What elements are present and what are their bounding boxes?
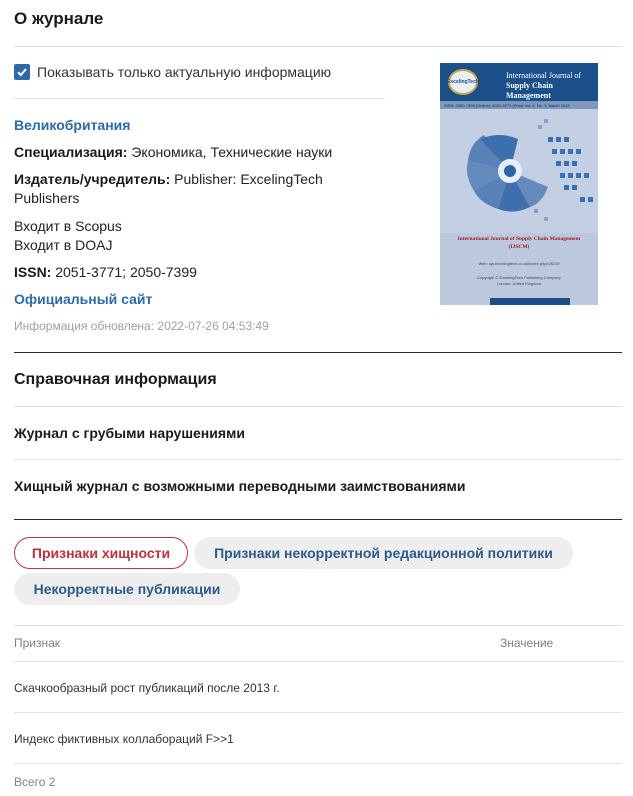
reference-section-title: Справочная информация	[14, 371, 217, 388]
divider	[14, 712, 622, 713]
check-icon	[16, 66, 28, 78]
table-row: Скачкообразный рост публикаций после 2013 г.	[14, 681, 280, 695]
cover-title-line1: International Journal of	[506, 71, 582, 80]
divider	[14, 406, 622, 407]
publisher	[14, 170, 354, 208]
divider	[14, 46, 622, 47]
divider	[14, 661, 622, 662]
issn	[14, 263, 374, 282]
country-link[interactable]: Великобритания	[14, 117, 131, 133]
specialization-value: Экономика, Технические науки	[127, 144, 333, 160]
doaj-status: Входит в DOAJ	[14, 237, 113, 253]
cover-title	[506, 71, 596, 101]
column-header-sign[interactable]: Признак	[14, 636, 61, 650]
column-header-value[interactable]: Значение	[500, 636, 554, 650]
actual-info-checkbox-label: Показывать только актуальную информацию	[37, 64, 332, 80]
cover-logo: ExcelingTech	[448, 69, 478, 95]
tab-incorrect-publications[interactable]: Некорректные публикации	[14, 573, 240, 605]
tab-editorial-policy[interactable]: Признаки некорректной редакционной политики	[194, 537, 573, 569]
issn-label: ISSN:	[14, 264, 52, 280]
cover-journal-name-line1: International Journal of Supply Chain Management	[457, 236, 581, 242]
reference-item-violations[interactable]: Журнал с грубыми нарушениями	[14, 425, 245, 441]
publisher-value: Publisher: ExcelingTech Publishers	[14, 171, 323, 206]
reference-item-predatory[interactable]: Хищный журнал с возможными переводными заимствованиями	[14, 478, 466, 494]
specialization	[14, 143, 374, 162]
cover-header	[440, 63, 598, 101]
cover-issue-strip: ISSN: 2050-7399 (Online), 2051-3771 (Print) Vol. 2, No. 1, March 2013	[440, 101, 598, 109]
specialization-label: Специализация:	[14, 144, 128, 160]
actual-info-checkbox[interactable]	[14, 64, 30, 80]
section-divider	[14, 519, 622, 520]
cover-copyright-line1: Copyright © ExcelingTech Publishing Company	[477, 275, 561, 280]
issn-value: 2051-3771; 2050-7399	[51, 264, 197, 280]
cover-artwork	[440, 109, 598, 233]
divider	[14, 625, 622, 626]
cover-web: Web: ojs.excelingtech.co.uk/index.php/IJSCM	[478, 261, 560, 266]
actual-info-checkbox-row[interactable]	[14, 64, 331, 80]
cover-copyright	[446, 275, 592, 287]
cover-journal-name	[446, 235, 592, 251]
cover-title-line2: Supply Chain Management	[506, 81, 553, 100]
cover-copyright-line2: London, United Kingdom	[496, 281, 542, 286]
cover-bottom-bar	[490, 298, 570, 305]
publisher-label: Издатель/учредитель:	[14, 171, 171, 187]
updated-timestamp: Информация обновлена: 2022-07-26 04:53:49	[14, 319, 269, 333]
tab-predatory-signs[interactable]: Признаки хищности	[14, 537, 188, 569]
scopus-status: Входит в Scopus	[14, 218, 122, 234]
divider	[14, 459, 622, 460]
divider	[14, 763, 622, 764]
table-row: Индекс фиктивных коллабораций F>>1	[14, 732, 234, 746]
page-title: О журнале	[14, 9, 104, 28]
divider	[14, 98, 385, 99]
table-total: Всего 2	[14, 775, 56, 789]
section-divider	[14, 352, 622, 353]
journal-cover-image	[440, 63, 598, 305]
cover-journal-name-line2: (IJSCM)	[508, 244, 530, 250]
official-site-link[interactable]: Официальный сайт	[14, 291, 153, 307]
